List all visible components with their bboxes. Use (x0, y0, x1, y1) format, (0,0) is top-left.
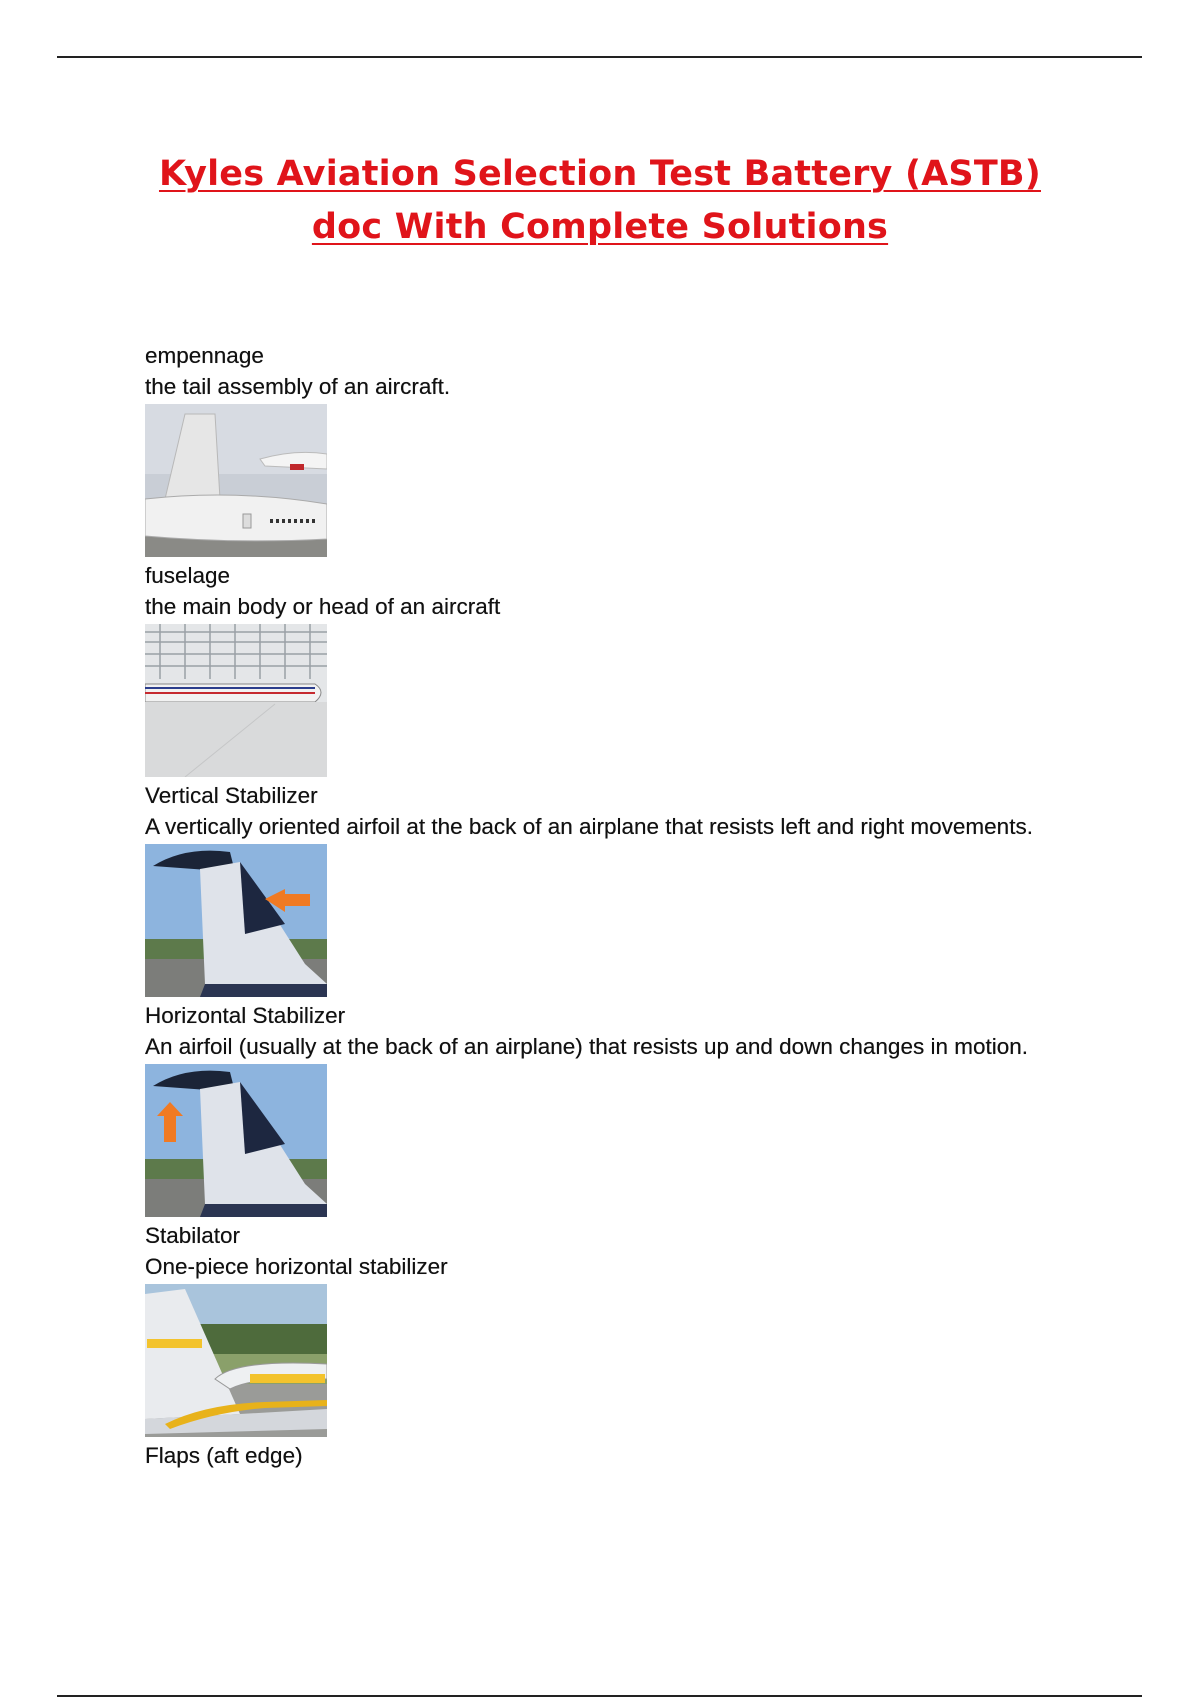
header-rule (57, 56, 1142, 58)
definition-horizontal-stabilizer: An airfoil (usually at the back of an airplane) that resists up and down changes in motion. (145, 1034, 1029, 1059)
definition-vertical-stabilizer: A vertically oriented airfoil at the back of an airplane that resists left and right movements. (145, 814, 1033, 839)
vertical-stabilizer-photo (145, 844, 327, 997)
document-title (130, 148, 1070, 254)
definition-stabilator: One-piece horizontal stabilizer (145, 1254, 448, 1279)
term-empennage: empennage (145, 343, 264, 368)
term-flaps: Flaps (aft edge) (145, 1443, 303, 1468)
term-fuselage: fuselage (145, 563, 231, 588)
term-horizontal-stabilizer: Horizontal Stabilizer (145, 1003, 346, 1028)
title-line-1: Kyles Aviation Selection Test Battery (ASTB) (158, 154, 1041, 194)
definition-empennage: the tail assembly of an aircraft. (145, 374, 451, 399)
aircraft-tail-photo (145, 404, 327, 557)
definition-fuselage: the main body or head of an aircraft (145, 594, 501, 619)
flashcard-list (145, 340, 1045, 1471)
horizontal-stabilizer-photo (145, 1064, 327, 1217)
term-vertical-stabilizer: Vertical Stabilizer (145, 783, 318, 808)
footer-rule (57, 1695, 1142, 1697)
stabilator-photo (145, 1284, 327, 1437)
title-line-2: doc With Complete Solutions (311, 207, 889, 247)
term-stabilator: Stabilator (145, 1223, 241, 1248)
aircraft-fuselage-hangar-photo (145, 624, 327, 777)
